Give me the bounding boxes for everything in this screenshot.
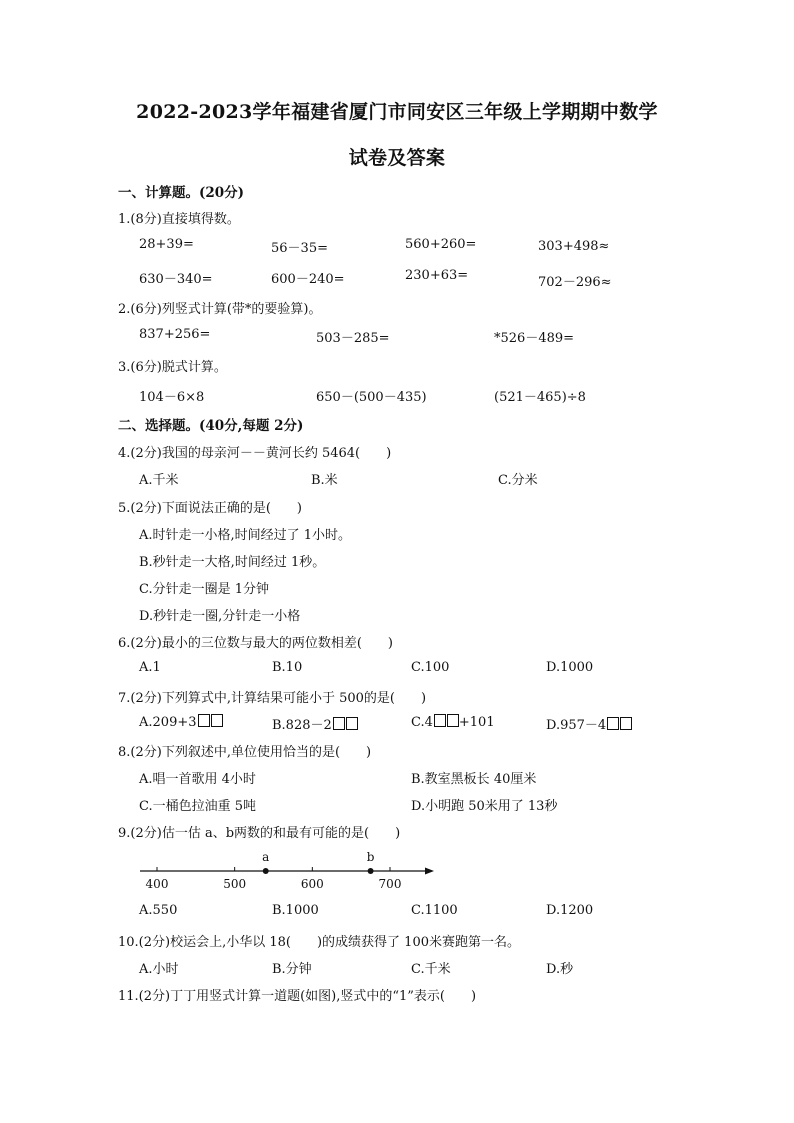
option-d: D.1000 <box>546 660 594 675</box>
option-d-text: D.957－4 <box>546 718 607 733</box>
question-7-stem: 7.(2分)下列算式中,计算结果可能小于 500的是( ) <box>118 691 427 706</box>
question-9-stem: 9.(2分)估一估 a、b两数的和最有可能的是( ) <box>118 826 401 841</box>
question-8-stem: 8.(2分)下列叙述中,单位使用恰当的是( ) <box>118 745 372 760</box>
option-a: A.唱一首歌用 4小时 <box>139 772 256 787</box>
option-c: C.分米 <box>498 473 538 488</box>
question-6-stem: 6.(2分)最小的三位数与最大的两位数相差( ) <box>118 636 393 651</box>
question-5-stem: 5.(2分)下面说法正确的是( ) <box>118 501 302 516</box>
option-b: B.1000 <box>272 903 319 918</box>
blank-box <box>447 714 459 727</box>
point-a <box>263 868 269 874</box>
option-d: D.秒针走一圈,分针走一小格 <box>139 609 301 624</box>
option-c-suffix: +101 <box>458 715 495 730</box>
option-b: B.10 <box>272 660 303 675</box>
arrow-head-icon <box>425 868 434 875</box>
question-11-stem: 11.(2分)丁丁用竖式计算一道题(如图),竖式中的“1”表示( ) <box>118 989 477 1004</box>
question-2-stem: 2.(6分)列竖式计算(带*的要验算)。 <box>118 302 322 317</box>
question-4-stem: 4.(2分)我国的母亲河－－黄河长约 5464( ) <box>118 446 392 461</box>
question-3-stem: 3.(6分)脱式计算。 <box>118 360 227 375</box>
number-line <box>130 842 440 894</box>
question-1-stem: 1.(8分)直接填得数。 <box>118 212 240 227</box>
option-b: B.分钟 <box>272 962 312 977</box>
blank-box <box>211 714 223 727</box>
q1-item: 600－240= <box>271 272 345 287</box>
q1-item: 230+63= <box>405 268 469 283</box>
option-d: D.秒 <box>546 962 574 977</box>
page-title: 2022-2023学年福建省厦门市同安区三年级上学期期中数学 <box>136 101 658 123</box>
option-a <box>139 714 223 730</box>
tick-label: 400 <box>145 877 169 891</box>
q1-item: 630－340= <box>139 272 213 287</box>
q2-item: 503－285= <box>316 331 390 346</box>
option-d <box>546 714 632 733</box>
section-heading-choice: 二、选择题。(40分,每题 2分) <box>118 418 304 434</box>
option-c-text: C.4 <box>411 715 433 730</box>
q2-item: 837+256= <box>139 327 211 342</box>
q3-item: 104－6×8 <box>139 390 205 405</box>
q1-item: 560+260= <box>405 237 477 252</box>
option-a: A.550 <box>139 903 178 918</box>
point-label-b: b <box>366 850 375 864</box>
option-b-text: B.828－2 <box>272 718 332 733</box>
option-c: C.一桶色拉油重 5吨 <box>139 799 257 814</box>
q2-item: *526－489= <box>494 331 575 346</box>
option-a: A.小时 <box>139 962 179 977</box>
option-a: A.1 <box>139 660 161 675</box>
option-c: C.分针走一圈是 1分钟 <box>139 582 270 597</box>
option-b: B.教室黑板长 40厘米 <box>411 772 537 787</box>
blank-box <box>333 717 345 730</box>
option-a-text: A.209+3 <box>139 715 197 730</box>
tick-label: 700 <box>378 877 402 891</box>
option-b: B.秒针走一大格,时间经过 1秒。 <box>139 555 326 570</box>
q1-item: 303+498≈ <box>538 239 610 254</box>
option-a: A.千米 <box>139 473 179 488</box>
q3-item: 650－(500－435) <box>316 390 427 405</box>
option-b: B.米 <box>311 473 338 488</box>
q1-item: 56－35= <box>271 241 328 256</box>
tick-label: 500 <box>223 877 247 891</box>
blank-box <box>346 717 358 730</box>
option-c: C.1100 <box>411 903 458 918</box>
question-10-stem: 10.(2分)校运会上,小华以 18( )的成绩获得了 100米赛跑第一名。 <box>118 935 520 950</box>
option-d: D.小明跑 50米用了 13秒 <box>411 799 558 814</box>
blank-box <box>434 714 446 727</box>
q3-item: (521－465)÷8 <box>494 390 586 405</box>
blank-box <box>607 717 619 730</box>
blank-box <box>620 717 632 730</box>
q1-item: 702－296≈ <box>538 275 612 290</box>
option-d: D.1200 <box>546 903 594 918</box>
point-label-a: a <box>262 850 270 864</box>
option-b <box>272 714 358 733</box>
tick-label: 600 <box>300 877 324 891</box>
option-c <box>411 714 495 730</box>
point-b <box>368 868 374 874</box>
q1-item: 28+39= <box>139 237 194 252</box>
option-a: A.时针走一小格,时间经过了 1小时。 <box>139 528 352 543</box>
blank-box <box>198 714 210 727</box>
option-c: C.100 <box>411 660 450 675</box>
page-title-line2: 试卷及答案 <box>348 147 446 169</box>
option-c: C.千米 <box>411 962 451 977</box>
section-heading-calc: 一、计算题。(20分) <box>118 185 245 201</box>
